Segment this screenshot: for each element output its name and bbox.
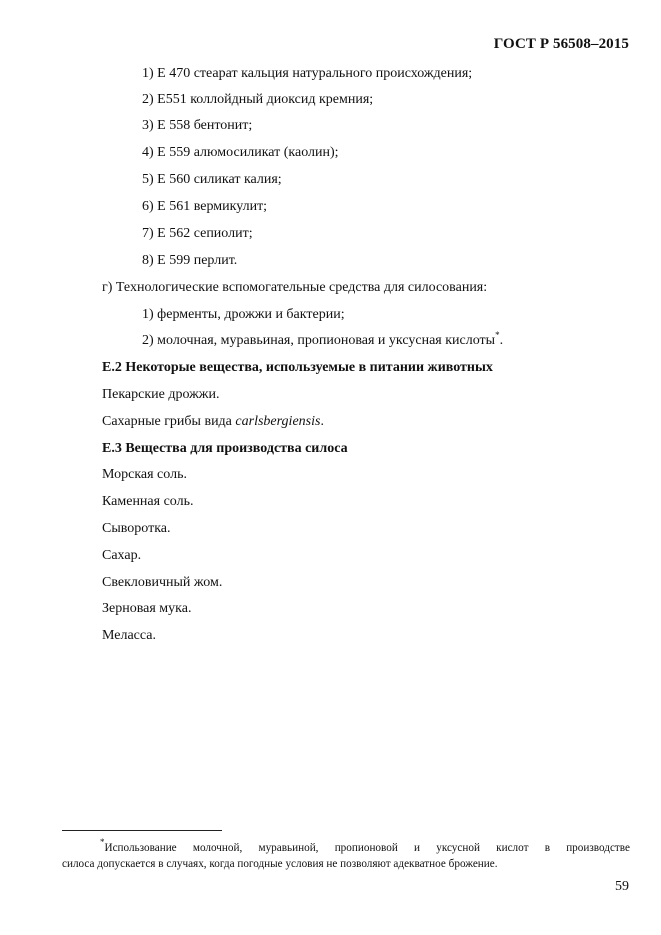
list-item: 3) Е 558 бентонит; bbox=[142, 118, 253, 133]
acids-end-punct: . bbox=[499, 333, 504, 348]
list-item: Морская соль. bbox=[102, 467, 187, 482]
footnote-line-2: силоса допускается в случаях, когда погодные условия не позволяют адекватное брожение. bbox=[62, 858, 498, 870]
list-item: Пекарские дрожжи. bbox=[102, 387, 220, 402]
footnote-divider bbox=[62, 830, 222, 831]
list-item: 1) Е 470 стеарат кальция натурального происхождения; bbox=[142, 66, 473, 81]
sub-list-item-acids bbox=[142, 332, 503, 349]
list-item: Зерновая мука. bbox=[102, 601, 192, 616]
list-item: Сыворотка. bbox=[102, 521, 171, 536]
list-item: 4) Е 559 алюмосиликат (каолин); bbox=[142, 145, 339, 160]
footnote-line-1 bbox=[62, 837, 630, 856]
list-item: Свекловичный жом. bbox=[102, 575, 223, 590]
sugar-fungi-prefix: Сахарные грибы вида bbox=[102, 414, 236, 429]
footnote-reference[interactable]: * bbox=[495, 330, 500, 340]
list-item-g: г) Технологические вспомогательные средства для силосования: bbox=[102, 280, 488, 295]
acids-text: 2) молочная, муравьиная, пропионовая и уксусная кислоты bbox=[142, 333, 496, 348]
sugar-fungi-item bbox=[102, 413, 324, 430]
document-header: ГОСТ Р 56508–2015 bbox=[493, 36, 629, 52]
list-item: 7) Е 562 сепиолит; bbox=[142, 226, 253, 241]
list-item: 8) Е 599 перлит. bbox=[142, 253, 238, 268]
section-heading-e2: Е.2 Некоторые вещества, используемые в питании животных bbox=[102, 360, 493, 375]
page-number: 59 bbox=[615, 879, 629, 894]
footnote-text-1: Использование молочной, муравьиной, пропионовой и уксусной кислот в производстве bbox=[104, 842, 630, 854]
sub-list-item: 1) ферменты, дрожжи и бактерии; bbox=[142, 307, 345, 322]
list-item: Каменная соль. bbox=[102, 494, 194, 509]
list-item: 2) Е551 коллойдный диоксид кремния; bbox=[142, 92, 374, 107]
list-item: 6) Е 561 вермикулит; bbox=[142, 199, 268, 214]
list-item: 5) Е 560 силикат калия; bbox=[142, 172, 282, 187]
footnote-mark: * bbox=[100, 837, 105, 847]
footnote bbox=[62, 837, 630, 872]
sugar-fungi-suffix: . bbox=[320, 414, 324, 429]
list-item: Меласса. bbox=[102, 628, 156, 643]
list-item: Сахар. bbox=[102, 548, 142, 563]
section-heading-e3: Е.3 Вещества для производства силоса bbox=[102, 441, 348, 456]
species-name: carlsbergiensis bbox=[235, 414, 321, 429]
